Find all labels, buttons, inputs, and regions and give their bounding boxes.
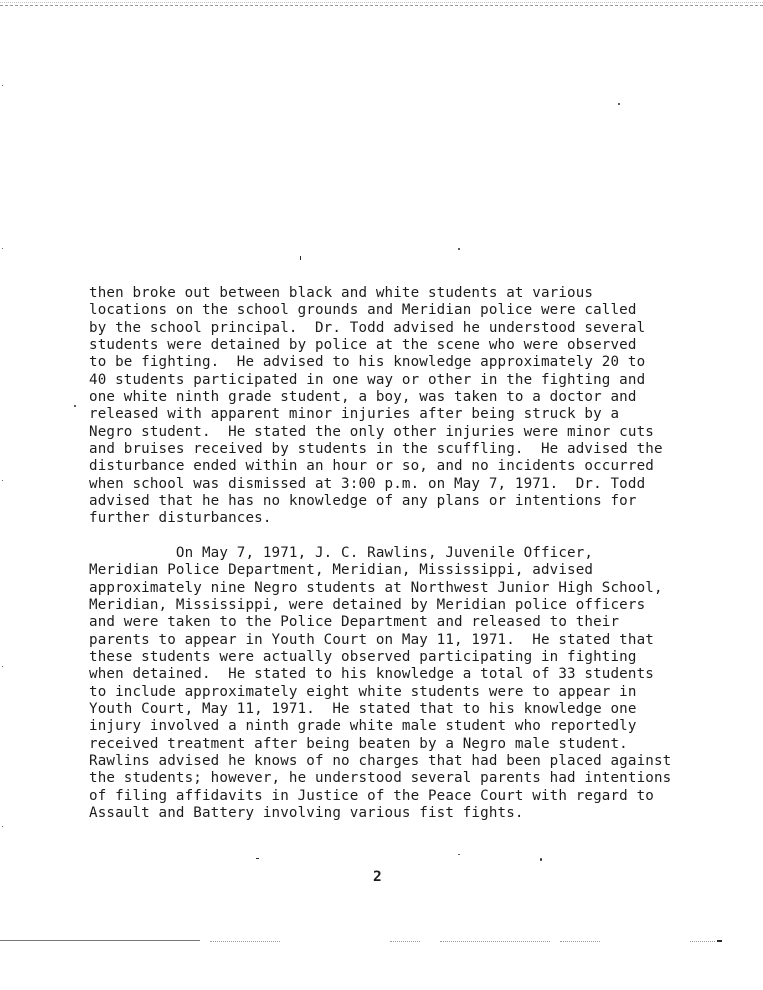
- paragraph-1: [89, 285, 729, 528]
- scan-speck: [2, 480, 3, 481]
- scan-speck: [256, 858, 259, 859]
- text-line: further disturbances.: [89, 510, 272, 527]
- scan-speck: [458, 248, 460, 250]
- text-line: one white ninth grade student, a boy, was taken to a doctor and: [89, 389, 637, 406]
- text-line: received treatment after being beaten by a Negro male student.: [89, 735, 628, 752]
- text-line: to be fighting. He advised to his knowledge approximately 20 to: [89, 354, 646, 371]
- scan-speck: [618, 103, 620, 105]
- top-page-edge: [0, 0, 763, 6]
- text-line: of filing affidavits in Justice of the Peace Court with regard to: [89, 787, 654, 804]
- text-line: when detained. He stated to his knowledge a total of 33 students: [89, 666, 654, 683]
- text-line: locations on the school grounds and Meridian police were called: [89, 302, 637, 319]
- scan-speck: [2, 248, 3, 249]
- text-line: when school was dismissed at 3:00 p.m. on May 7, 1971. Dr. Todd: [89, 475, 646, 492]
- text-line: 40 students participated in one way or other in the fighting and: [89, 371, 646, 388]
- bottom-scan-dots: [560, 941, 600, 942]
- text-line: then broke out between black and white students at various: [89, 285, 594, 301]
- paragraph-2: [89, 545, 729, 823]
- bottom-scan-line: [0, 940, 200, 941]
- scan-speck: [458, 854, 460, 855]
- text-line: Meridian Police Department, Meridian, Mississippi, advised: [89, 562, 594, 579]
- scan-speck: [74, 405, 76, 407]
- text-line: released with apparent minor injuries after being struck by a: [89, 406, 620, 423]
- scan-speck: [2, 666, 3, 667]
- scan-speck: [717, 940, 722, 942]
- bottom-scan-dots: [210, 941, 280, 942]
- text-line: On May 7, 1971, J. C. Rawlins, Juvenile Officer,: [89, 545, 594, 561]
- text-line: Youth Court, May 11, 1971. He stated that to his knowledge one: [89, 701, 637, 718]
- scan-speck: [2, 826, 3, 827]
- text-line: these students were actually observed participating in fighting: [89, 649, 637, 666]
- text-line: and were taken to the Police Department and released to their: [89, 614, 620, 631]
- scan-speck: [540, 858, 542, 861]
- text-line: Meridian, Mississippi, were detained by Meridian police officers: [89, 597, 646, 614]
- text-line: by the school principal. Dr. Todd advised he understood several: [89, 319, 646, 336]
- text-line: Rawlins advised he knows of no charges that had been placed against: [89, 753, 672, 770]
- text-line: advised that he has no knowledge of any plans or intentions for: [89, 493, 637, 510]
- text-line: to include approximately eight white students were to appear in: [89, 683, 637, 700]
- text-line: and bruises received by students in the scuffling. He advised the: [89, 441, 663, 458]
- page-number: 2: [373, 869, 382, 885]
- text-line: students were detained by police at the scene who were observed: [89, 337, 637, 354]
- text-line: Assault and Battery involving various fist fights.: [89, 805, 524, 822]
- scan-speck: [300, 256, 301, 260]
- text-line: parents to appear in Youth Court on May 11, 1971. He stated that: [89, 631, 654, 648]
- text-line: Negro student. He stated the only other injuries were minor cuts: [89, 423, 654, 440]
- bottom-scan-dots: [690, 941, 715, 942]
- text-line: injury involved a ninth grade white male student who reportedly: [89, 718, 637, 735]
- bottom-scan-dots: [440, 941, 550, 942]
- text-line: approximately nine Negro students at Northwest Junior High School,: [89, 579, 663, 596]
- bottom-scan-dots: [390, 941, 420, 942]
- text-line: the students; however, he understood several parents had intentions: [89, 770, 672, 787]
- scan-speck: [2, 85, 3, 86]
- text-line: disturbance ended within an hour or so, and no incidents occurred: [89, 458, 654, 475]
